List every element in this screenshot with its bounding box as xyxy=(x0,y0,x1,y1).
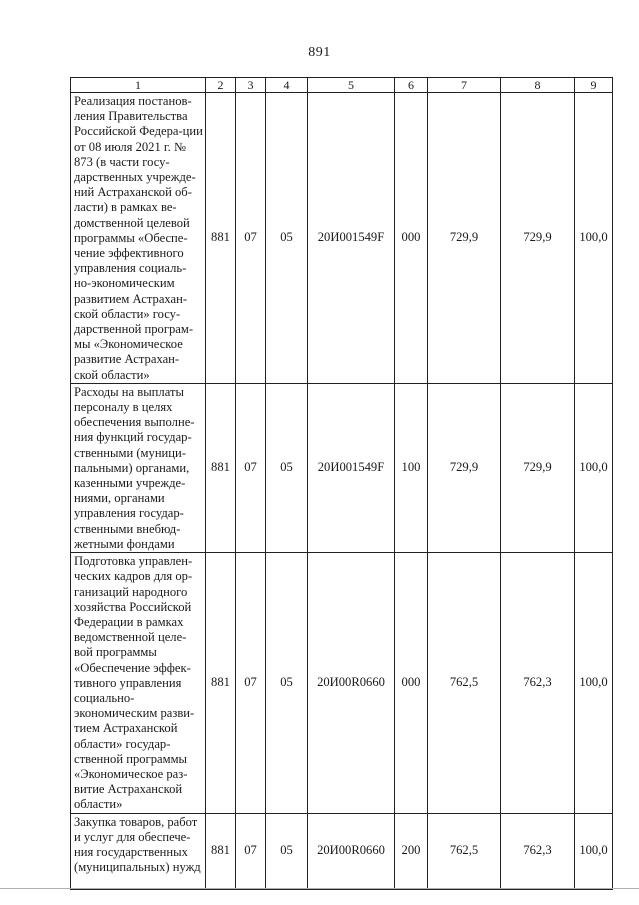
code-cell: 881 xyxy=(206,93,236,384)
value-cell: 762,5 xyxy=(428,813,501,889)
value-cell: 729,9 xyxy=(428,93,501,384)
header-cell: 8 xyxy=(501,78,575,93)
value-cell: 762,3 xyxy=(501,813,575,889)
code-cell: 05 xyxy=(266,553,308,813)
code-cell: 07 xyxy=(236,813,266,889)
header-cell: 2 xyxy=(206,78,236,93)
expense-name-cell: Реализация постанов-ления Правительства Российской Федера-ции от 08 июля 2021 г. № 873 (в части госу-дарственных учрежде-ний Астраханской об-ласти) в рамках ве-домственной целевой программы «Обеспе-чение эффективного управления социаль-но-экономическим развитием Астрахан-ской области» госу-дарственной програм-мы «Экономическое развитие Астрахан-ской области» xyxy=(71,93,206,384)
table-row xyxy=(71,553,613,813)
expense-name-cell: Закупка товаров, работ и услуг для обеспече-ния государственных (муниципальных) нужд xyxy=(71,813,206,889)
code-cell: 07 xyxy=(236,553,266,813)
value-cell: 762,3 xyxy=(501,553,575,813)
code-cell: 07 xyxy=(236,383,266,552)
value-cell: 100,0 xyxy=(575,813,613,889)
expense-name-cell: Расходы на выплаты персоналу в целях обеспечения выполне-ния функций государ-ственными (муници-пальными) органами, казенными учрежде-ниями, органами управления государ-ственными внебюд-жетными фондами xyxy=(71,383,206,552)
header-cell: 3 xyxy=(236,78,266,93)
page-number: 891 xyxy=(308,45,331,60)
table-header-row xyxy=(71,78,613,93)
value-cell: 729,9 xyxy=(501,383,575,552)
code-cell: 20И001549F xyxy=(308,93,395,384)
code-cell: 881 xyxy=(206,383,236,552)
header-cell: 5 xyxy=(308,78,395,93)
budget-table xyxy=(70,77,613,890)
code-cell: 07 xyxy=(236,93,266,384)
code-cell: 881 xyxy=(206,813,236,889)
header-cell: 1 xyxy=(71,78,206,93)
code-cell: 05 xyxy=(266,93,308,384)
code-cell: 20И00R0660 xyxy=(308,553,395,813)
value-cell: 100,0 xyxy=(575,93,613,384)
header-cell: 6 xyxy=(395,78,428,93)
page-bottom-rule xyxy=(0,888,639,889)
table-row xyxy=(71,93,613,384)
value-cell: 729,9 xyxy=(501,93,575,384)
code-cell: 100 xyxy=(395,383,428,552)
expense-name-cell: Подготовка управлен-ческих кадров для ор-ганизаций народного хозяйства Российской Федерации в рамках ведомственной целе-вой программы «Обеспечение эффек-тивного управления социально-экономическим разви-тием Астраханской области» государ-ственной программы «Экономическое раз-витие Астраханской области» xyxy=(71,553,206,813)
code-cell: 881 xyxy=(206,553,236,813)
header-cell: 7 xyxy=(428,78,501,93)
code-cell: 20И00R0660 xyxy=(308,813,395,889)
code-cell: 000 xyxy=(395,553,428,813)
code-cell: 05 xyxy=(266,813,308,889)
value-cell: 729,9 xyxy=(428,383,501,552)
value-cell: 100,0 xyxy=(575,553,613,813)
code-cell: 200 xyxy=(395,813,428,889)
table-row xyxy=(71,383,613,552)
table-row xyxy=(71,813,613,889)
header-cell: 4 xyxy=(266,78,308,93)
code-cell: 05 xyxy=(266,383,308,552)
code-cell: 000 xyxy=(395,93,428,384)
code-cell: 20И001549F xyxy=(308,383,395,552)
value-cell: 100,0 xyxy=(575,383,613,552)
value-cell: 762,5 xyxy=(428,553,501,813)
header-cell: 9 xyxy=(575,78,613,93)
